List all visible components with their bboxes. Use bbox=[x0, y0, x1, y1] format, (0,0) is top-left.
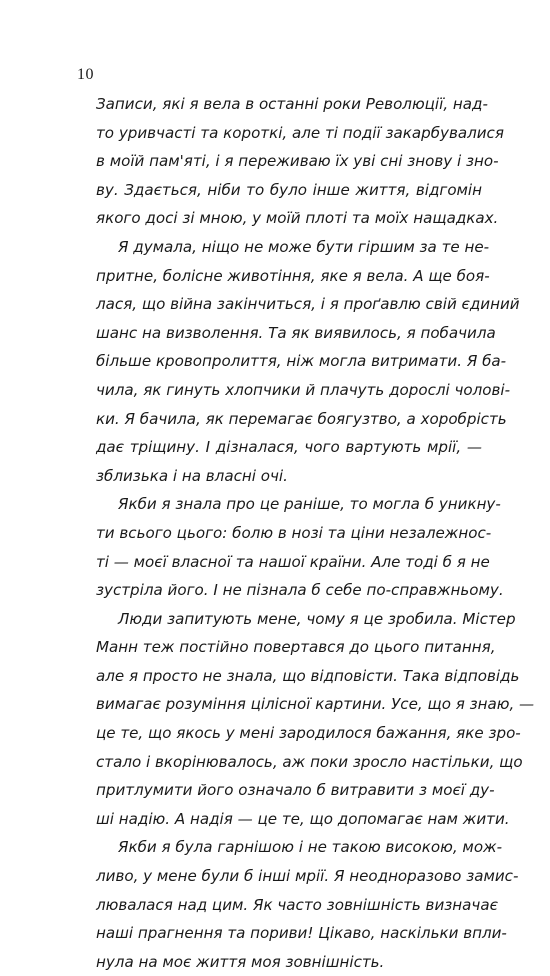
page-number: 10 bbox=[77, 66, 94, 83]
text-body bbox=[96, 90, 535, 976]
text-line: але я просто не знала, що відповісти. Така відповідь bbox=[96, 666, 520, 685]
text-line: ву. Здається, ніби то було інше життя, відгомін bbox=[96, 180, 482, 199]
text-line: Манн теж постійно повертався до цього питання, bbox=[96, 638, 496, 657]
text-line: Люди запитують мене, чому я це зробила. Містер bbox=[118, 609, 516, 628]
text-line: стало і вкорінювалось, аж поки зросло настільки, що bbox=[96, 752, 523, 771]
text-line: зблизька і на власні очі. bbox=[96, 466, 288, 485]
text-line: Записи, які я вела в останні роки Революції, над- bbox=[96, 95, 488, 113]
text-line: притлумити його означало б витравити з моєї ду- bbox=[96, 781, 495, 800]
text-line: ті — моєї власної та нашої країни. Але тоді б я не bbox=[96, 552, 490, 571]
paragraph bbox=[96, 233, 520, 490]
text-line: більше кровопролиття, ніж могла витримати. Я ба- bbox=[96, 352, 507, 371]
text-line: ливо, у мене були б інші мрії. Я неодноразово замис- bbox=[96, 867, 519, 886]
text-line: нула на моє життя моя зовнішність. bbox=[96, 952, 385, 971]
paragraph bbox=[96, 833, 519, 976]
paragraph bbox=[96, 605, 535, 834]
text-line: зустріла його. І не пізнала б себе по-справжньому. bbox=[96, 581, 504, 600]
text-line: дає тріщину. І дізналася, чого вартують мрії, — bbox=[96, 438, 482, 457]
text-line: ки. Я бачила, як перемагає боягузтво, а хоробрість bbox=[96, 409, 507, 428]
text-line: Я думала, ніщо не може бути гіршим за те не- bbox=[118, 237, 490, 256]
text-line: в моїй пам'яті, і я переживаю їх уві сні знову і зно- bbox=[96, 152, 499, 171]
paragraph bbox=[96, 90, 504, 233]
text-line: Якби я була гарнішою і не такою високою, мож- bbox=[118, 838, 503, 857]
text-line: вимагає розуміння цілісної картини. Усе, що я знаю, — bbox=[96, 695, 535, 714]
text-line: лася, що війна закінчиться, і я проґавлю свій єдиний bbox=[96, 295, 520, 314]
text-line: шанс на визволення. Та як виявилось, я побачила bbox=[96, 323, 496, 342]
text-line: лювалася над цим. Як часто зовнішність визначає bbox=[96, 895, 498, 914]
text-line: це те, що якось у мені зародилося бажання, яке зро- bbox=[96, 724, 521, 743]
text-line: притне, болісне животіння, яке я вела. А ще боя- bbox=[96, 266, 490, 285]
text-line: то уривчасті та короткі, але ті події закарбувалися bbox=[96, 123, 504, 142]
text-line: чила, як гинуть хлопчики й плачуть дорослі чолові- bbox=[96, 380, 511, 399]
text-line: Якби я знала про це раніше, то могла б уникну- bbox=[118, 495, 501, 514]
text-line: наші прагнення та пориви! Цікаво, наскільки впли- bbox=[96, 924, 507, 943]
paragraph bbox=[96, 490, 504, 604]
text-line: якого досі зі мною, у моїй плоті та моїх нащадках. bbox=[96, 209, 499, 228]
text-line: ші надію. А надія — це те, що допомагає нам жити. bbox=[96, 809, 510, 828]
text-line: ти всього цього: болю в нозі та ціни незалежнос- bbox=[96, 523, 492, 542]
